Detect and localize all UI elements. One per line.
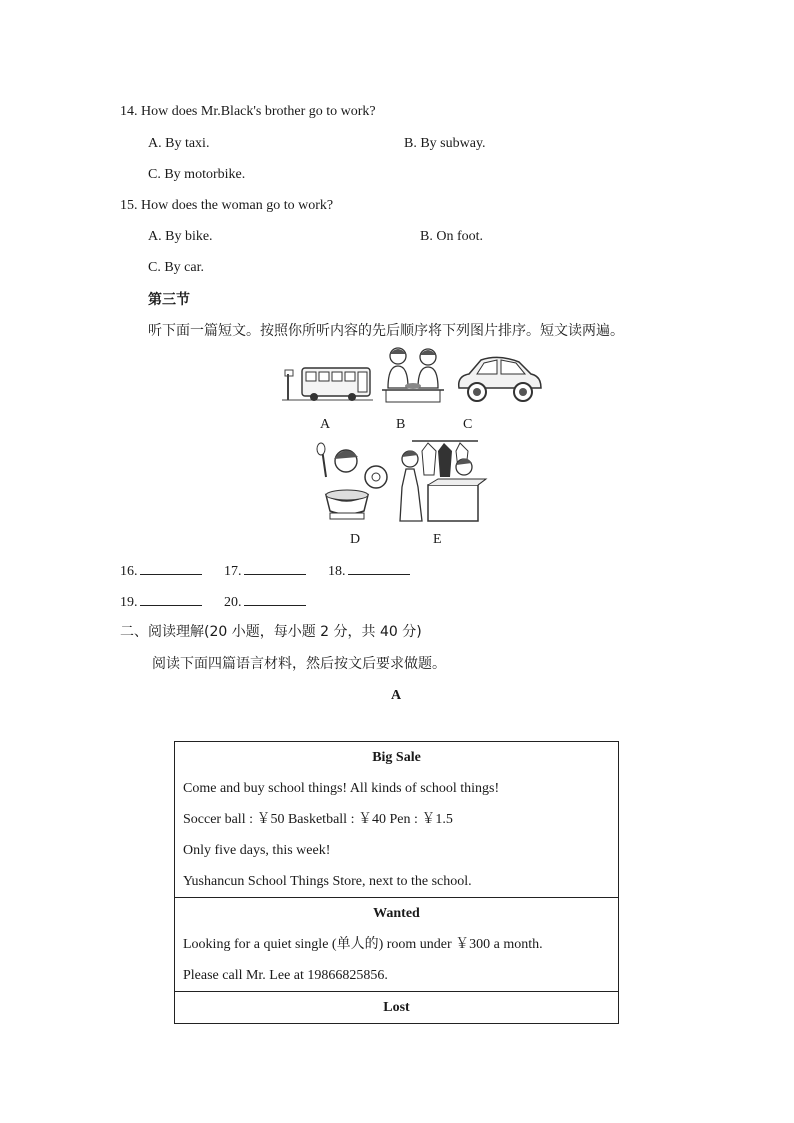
question-14-option-a: A. By taxi. <box>148 136 210 151</box>
question-15-option-c: C. By car. <box>148 260 204 275</box>
picture-label-e: E <box>433 532 442 547</box>
question-15-stem: 15. How does the woman go to work? <box>120 198 334 213</box>
answer-blank-18-number: 18. <box>328 564 346 579</box>
ad-line: Come and buy school things! All kinds of school things! <box>183 781 500 796</box>
question-14-stem: 14. How does Mr.Black's brother go to work? <box>120 104 376 119</box>
answer-blank-20-number: 20. <box>224 595 242 610</box>
ad-title: Lost <box>383 1000 410 1015</box>
ads-table <box>174 741 619 1024</box>
picture-label-c: C <box>463 417 473 432</box>
answer-blank-19-number: 19. <box>120 595 138 610</box>
answer-blank-19[interactable] <box>120 593 202 612</box>
ad-line: Please call Mr. Lee at 19866825856. <box>183 968 388 983</box>
question-15-option-a: A. By bike. <box>148 229 213 244</box>
picture-label-b: B <box>396 417 406 432</box>
question-14-option-c: C. By motorbike. <box>148 167 246 182</box>
answer-blank-16[interactable] <box>120 562 202 581</box>
answer-blank-17-number: 17. <box>224 564 242 579</box>
ad-line: Yushancun School Things Store, next to the school. <box>183 874 472 889</box>
picture-label-a: A <box>320 417 331 432</box>
ad-line: Soccer ball : ￥50 Basketball : ￥40 Pen : ￥1.5 <box>183 812 453 827</box>
part2-heading: 二、阅读理解(20 小题，每小题 2 分，共 40 分) <box>120 624 422 640</box>
section3-heading: 第三节 <box>148 292 190 308</box>
friends-eating-icon <box>378 344 448 406</box>
ad-lost <box>175 992 618 1023</box>
car-icon <box>453 352 545 406</box>
answer-blank-20[interactable] <box>224 593 306 612</box>
question-14-option-b: B. By subway. <box>404 136 486 151</box>
cooking-icon <box>312 443 390 523</box>
ad-big-sale <box>175 742 618 898</box>
bus-icon <box>280 360 375 405</box>
ad-line: Only five days, this week! <box>183 843 331 858</box>
question-15-option-b: B. On foot. <box>420 229 483 244</box>
ad-wanted <box>175 898 618 992</box>
ad-title: Wanted <box>373 906 420 921</box>
answer-blank-16-number: 16. <box>120 564 138 579</box>
section3-instruction: 听下面一篇短文。按照你所听内容的先后顺序将下列图片排序。短文读两遍。 <box>148 323 624 339</box>
part2-instruction: 阅读下面四篇语言材料，然后按文后要求做题。 <box>152 656 446 672</box>
picture-label-d: D <box>350 532 361 547</box>
ad-title: Big Sale <box>372 750 421 765</box>
ad-line: Looking for a quiet single (单人的) room under ￥300 a month. <box>183 937 543 952</box>
clothes-shop-icon <box>398 437 488 523</box>
passage-letter: A <box>391 688 402 703</box>
answer-blank-18[interactable] <box>328 562 410 581</box>
answer-blank-17[interactable] <box>224 562 306 581</box>
